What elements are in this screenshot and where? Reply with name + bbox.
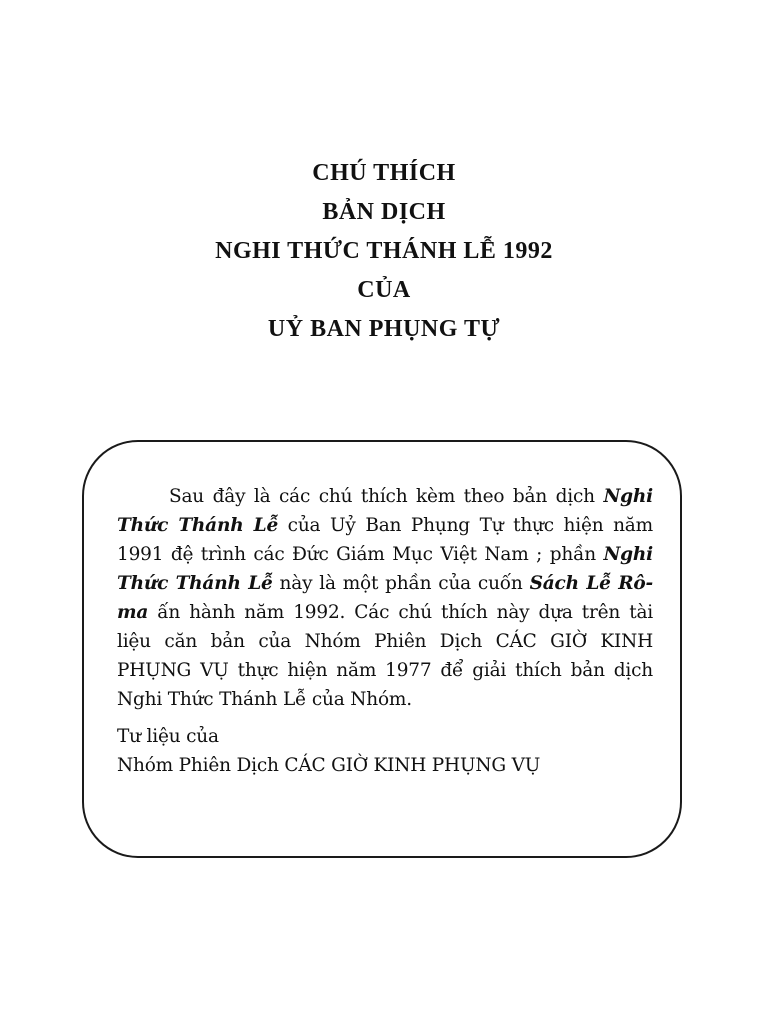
notice-box [82, 440, 682, 858]
title-line: CHÚ THÍCH [312, 160, 456, 186]
title-line: BẢN DỊCH [322, 199, 446, 225]
credit-line: Tư liệu của [117, 726, 219, 747]
title-line: UỶ BAN PHỤNG TỰ [267, 316, 501, 342]
credit-line: Nhóm Phiên Dịch CÁC GIỜ KINH PHỤNG VỤ [117, 755, 541, 776]
notice-book-title: Nghi Thức Thánh Lễ [117, 486, 653, 536]
title-line: NGHI THỨC THÁNH LỄ 1992 [215, 238, 553, 264]
notice-credit [117, 722, 653, 780]
notice-text: Sau đây là các chú thích kèm theo bản dịch [169, 486, 604, 507]
notice-text: của Uỷ Ban Phụng Tự thực hiện năm 1991 đệ trình các Đức Giám Mục Việt Nam ; phần [117, 515, 653, 565]
notice-book-title: Sách Lễ Rô-ma [117, 573, 653, 623]
document-title [0, 154, 768, 349]
notice-body [117, 482, 653, 780]
title-line: CỦA [357, 277, 411, 303]
notice-text: ấn hành năm 1992. Các chú thích này dựa trên tài liệu căn bản của Nhóm Phiên Dịch CÁC GIỜ KINH PHỤNG VỤ thực hiện năm 1977 để giải thích bản dịch Nghi Thức Thánh Lễ của Nhóm. [117, 602, 653, 710]
notice-book-title: Nghi Thức Thánh Lễ [117, 544, 653, 594]
notice-paragraph [117, 482, 653, 714]
notice-text: này là một phần của cuốn [272, 573, 530, 594]
